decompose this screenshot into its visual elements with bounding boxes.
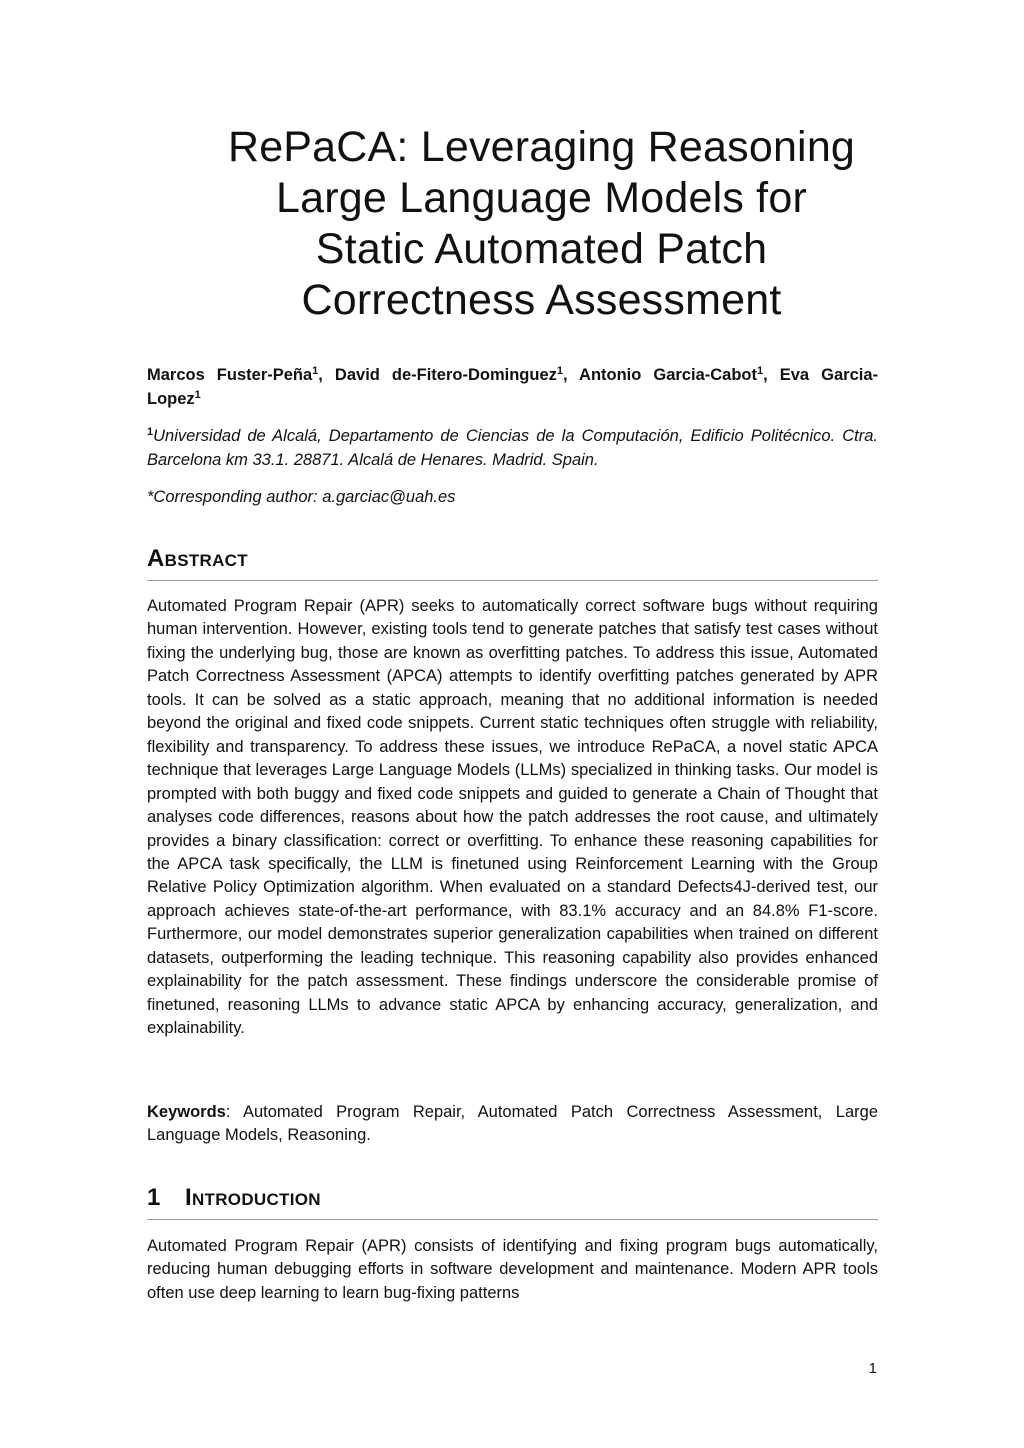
- keywords: [147, 1101, 878, 1148]
- author-name: Marcos Fuster-Peña: [147, 366, 313, 384]
- keywords-text: : Automated Program Repair, Automated Patch Correctness Assessment, Large Language Models, Reasoning.: [147, 1103, 878, 1145]
- introduction-text: Automated Program Repair (APR) consists of identifying and fixing program bugs automatically, reducing human debugging efforts in software development and maintenance. Modern APR tools often use deep learning to learn bug-fixing patterns: [147, 1237, 878, 1302]
- affiliation-mark: 1: [757, 365, 764, 377]
- affiliation: [147, 425, 878, 472]
- affiliation-mark: 1: [556, 365, 564, 377]
- affiliation-mark: 1: [147, 426, 154, 438]
- page-number: 1: [868, 1360, 877, 1377]
- introduction-heading-text: Introduction: [185, 1184, 321, 1211]
- corresponding-author: *Corresponding author: a.garciac@uah.es: [147, 488, 456, 506]
- section-number: 1: [147, 1184, 161, 1211]
- affiliation-text: Universidad de Alcalá, Departamento de Ciencias de la Computación, Edificio Politécnico. Ctra. Barcelona km 33.1. 28871. Alcalá de Henares. Madrid. Spain.: [147, 427, 878, 469]
- affiliation-mark: 1: [312, 365, 319, 377]
- keywords-label: Keywords: [147, 1103, 226, 1121]
- author-name: Eva Garcia-Lopez: [147, 366, 879, 408]
- title-line: RePaCA: Leveraging Reasoning: [227, 123, 856, 171]
- author-name: Antonio Garcia-Cabot: [579, 366, 757, 384]
- abstract-text: Automated Program Repair (APR) seeks to automatically correct software bugs without requiring human intervention. However, existing tools tend to generate patches that satisfy test cases without fixing the underlying bug, those are known as overfitting patches. To address this issue, Automated Patch Correctness Assessment (APCA) attempts to identify overfitting patches generated by APR tools. It can be solved as a static approach, meaning that no additional information is needed beyond the original and fixed code snippets. Current static techniques often struggle with reliability, flexibility and transparency. To address these issues, we introduce RePaCA, a novel static APCA technique that leverages Large Language Models (LLMs) specialized in thinking tasks. Our model is prompted with both buggy and fixed code snippets and guided to generate a Chain of Thought that analyses code differences, reasons about how the patch addresses the root cause, and ultimately provides a binary classification: correct or overfitting. To enhance these reasoning capabilities for the APCA task specifically, the LLM is finetuned using Reinforcement Learning with the Group Relative Policy Optimization algorithm. When evaluated on a standard Defects4J-derived test, our approach achieves state-of-the-art performance, with 83.1% accuracy and an 84.8% F1-score. Furthermore, our model demonstrates superior generalization capabilities when trained on different datasets, outperforming the leading technique. This reasoning capability also provides enhanced explainability for the patch assessment. These findings underscore the considerable promise of finetuned, reasoning LLMs to advance static APCA by enhancing accuracy, generalization, and explainability.: [147, 597, 878, 1038]
- introduction-heading: [147, 1183, 878, 1220]
- paper-title: [147, 122, 936, 326]
- author-name: David de-Fitero-Dominguez: [334, 366, 557, 384]
- title-line: Static Automated Patch: [315, 225, 768, 273]
- author-list: Marcos Fuster-Peña$^1$, David de-Fitero-Dominguez$^1$, Antonio Garcia-Cabot$^1$, Eva Garcia-Lopez$^1$: [147, 365, 879, 408]
- title-line: Large Language Models for: [276, 174, 807, 222]
- title-line: Correctness Assessment: [301, 276, 782, 324]
- abstract-heading-text: Abstract: [147, 545, 248, 572]
- abstract-heading: [147, 544, 878, 581]
- affiliation-mark: 1: [194, 388, 201, 401]
